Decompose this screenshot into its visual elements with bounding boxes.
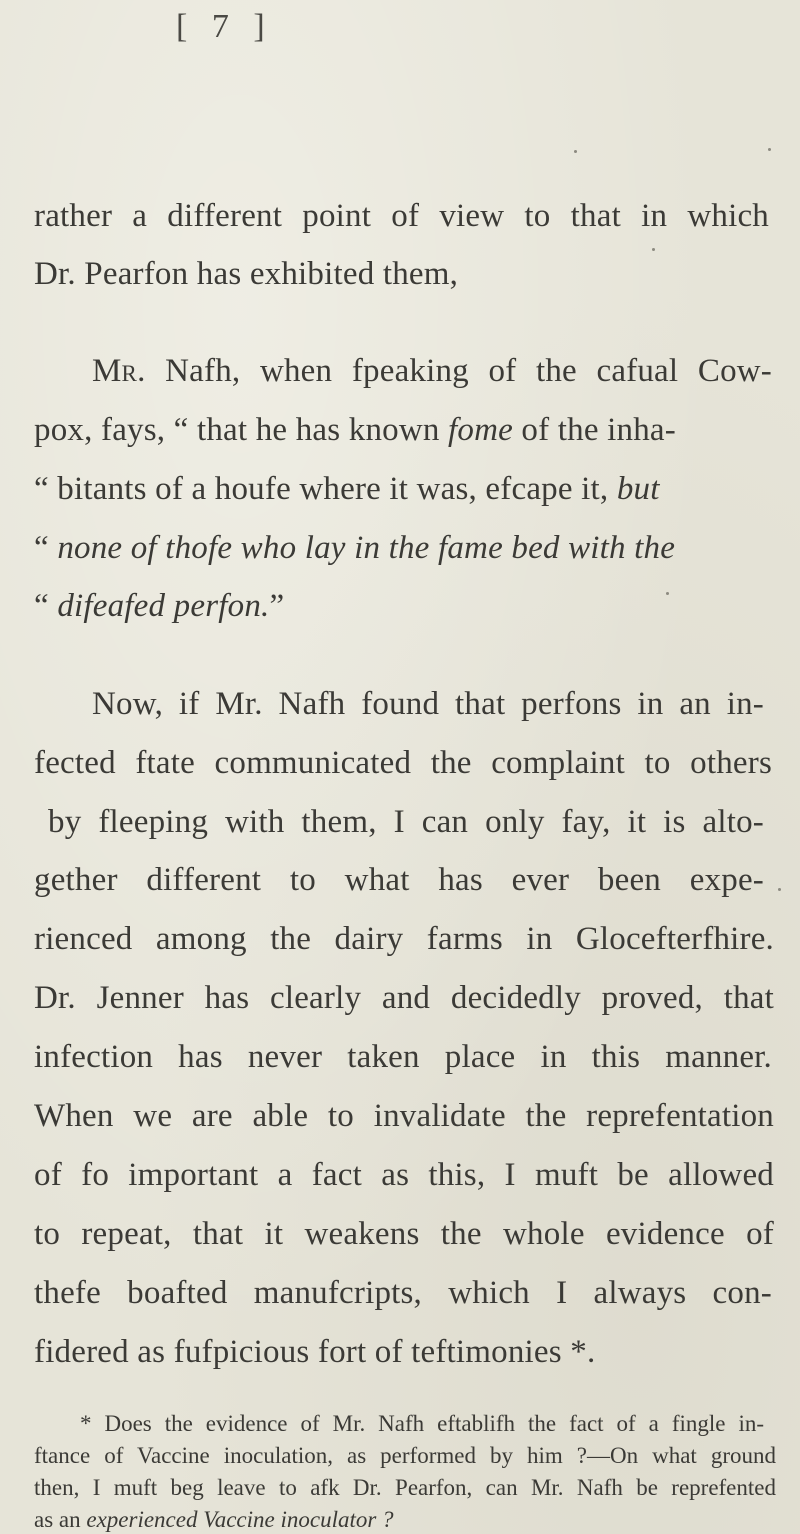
paragraph-3-line-11: thefe boafted manufcripts, which I always con- [34,1275,772,1311]
paragraph-3-line-1: Now, if Mr. Nafh found that perfons in an in- [92,686,764,722]
paragraph-2-line-1 [92,355,772,388]
paragraph-3-line-10: to repeat, that it weakens the whole evidence of [34,1216,774,1252]
paragraph-2-line-3 [34,473,660,506]
paragraph-3-line-6: Dr. Jenner has clearly and decidedly proved, that [34,980,774,1016]
paper-speck [652,248,655,251]
paper-speck [778,888,781,891]
footnote-line-2: ftance of Vaccine inoculation, as performed by him ?—On what ground [34,1443,776,1468]
paragraph-2-line-5-close-quote: ” [269,588,285,624]
paragraph-2-line-3-a: “ bitants of a houfe where it was, efcape it, [34,471,617,507]
paragraph-3-line-7: infection has never taken place in this manner. [34,1039,772,1075]
paragraph-2-line-5-quote: “ [34,588,58,624]
paragraph-2-line-4-quote: “ [34,530,58,566]
paragraph-2-line-1-text: Nafh, when fpeaking of the cafual Cow- [145,353,772,389]
paper-speck [574,150,577,153]
paragraph-3-line-8: When we are able to invalidate the reprefentation [34,1098,774,1134]
paragraph-3-line-5: rienced among the dairy farms in Glocefterfhire. [34,921,774,957]
paper-speck [768,148,771,151]
footnote-line-4-a: as an [34,1507,87,1532]
paragraph-2-line-2-b: of the inha- [512,412,676,448]
paragraph-2-line-5-italic: difeafed perfon. [57,588,270,624]
paragraph-3-line-3: by fleeping with them, I can only fay, it is alto- [48,804,764,840]
paragraph-2-line-2-a: pox, fays, “ that he has known [34,412,449,448]
paragraph-2-line-4 [34,532,675,565]
paragraph-2-line-3-italic: but [616,471,660,507]
paragraph-2-line-2 [34,414,772,447]
paragraph-2-line-4-italic: none of thofe who lay in the fame bed with the [57,530,676,566]
paper-speck [666,592,669,595]
paragraph-3-line-9: of fo important a fact as this, I muft be allowed [34,1157,774,1193]
paragraph-1-line-2: Dr. Pearfon has exhibited them, [34,256,459,292]
footnote-line-4-italic: experienced Vaccine inoculator ? [86,1507,394,1532]
footnote-line-1: * Does the evidence of Mr. Nafh eftablifh the fact of a fingle in- [80,1411,764,1436]
footnote-line-3: then, I muft beg leave to afk Dr. Pearfon, can Mr. Nafh be reprefented [34,1475,776,1500]
paragraph-2-line-2-italic: fome [448,412,513,448]
paragraph-3-line-4: gether different to what has ever been expe- [34,862,764,898]
paragraph-2-line-5 [34,590,284,623]
paragraph-3-line-12: fidered as fufpicious fort of teftimonies *. [34,1334,596,1370]
paragraph-2-mr: Mr. [92,353,146,389]
footnote-line-4 [34,1508,394,1531]
page-number: [ 7 ] [176,8,273,45]
paragraph-3-line-2: fected ftate communicated the complaint to others [34,745,772,781]
paragraph-1-line-1: rather a different point of view to that in which [34,198,769,234]
